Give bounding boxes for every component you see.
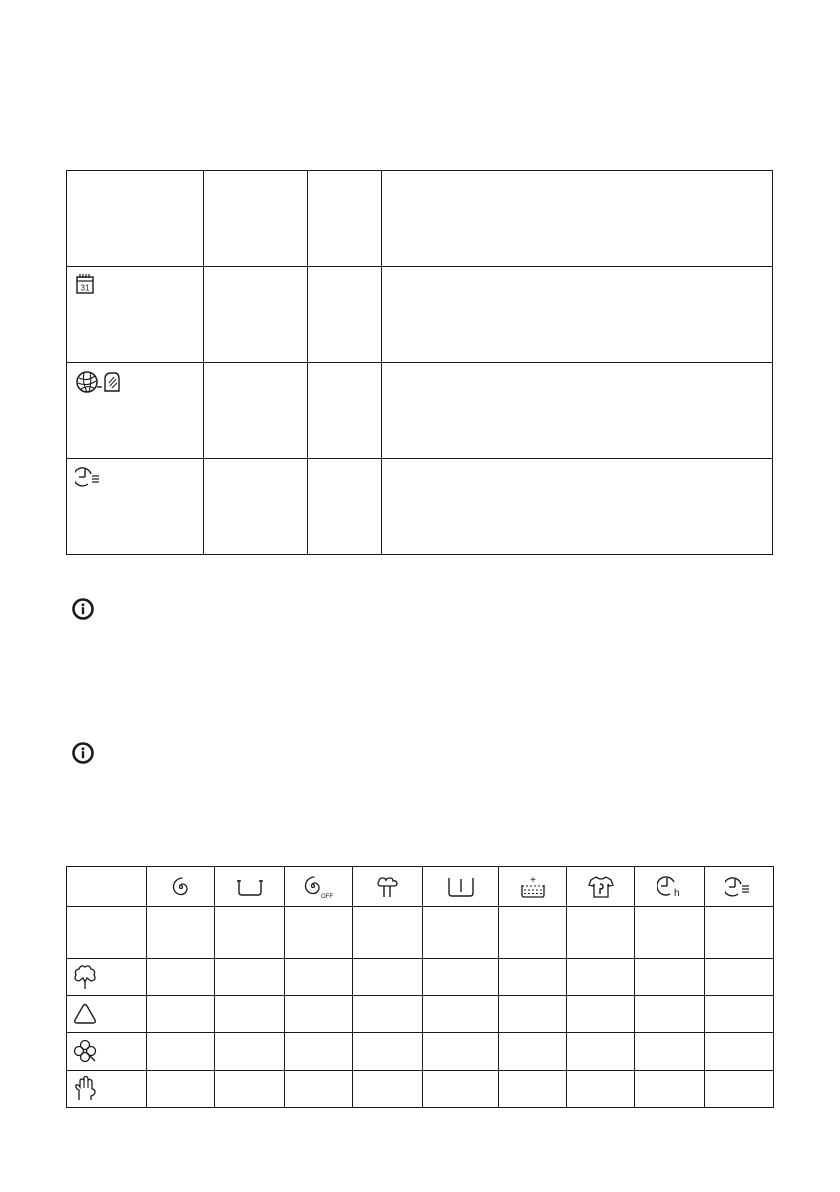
table-cell: [67, 459, 204, 555]
table-row: [67, 1033, 774, 1070]
table-cell: [567, 958, 635, 995]
drain-tub-icon: [236, 877, 264, 897]
table-cell: [308, 459, 382, 555]
table-cell: [353, 1033, 423, 1070]
svg-text:+: +: [529, 874, 536, 886]
table-cell: [567, 867, 635, 907]
cotton-flower-icon: [73, 964, 97, 990]
table-cell: [215, 1070, 285, 1107]
spin-spiral-icon: [170, 876, 192, 898]
table-cell: [423, 958, 499, 995]
quick-timer-icon: [75, 465, 103, 489]
table-row: [67, 1070, 774, 1107]
table-cell: [567, 907, 635, 958]
table-cell: [147, 1070, 215, 1107]
rinse-hold-icon: [375, 876, 401, 898]
table-cell: [308, 363, 382, 459]
svg-text:h: h: [673, 887, 680, 899]
svg-text:31: 31: [80, 283, 90, 293]
table-cell: [635, 996, 705, 1033]
table-cell: [705, 867, 774, 907]
table-cell: [635, 907, 705, 958]
table-cell: [285, 1070, 353, 1107]
table-cell: [382, 171, 773, 267]
table-cell: [705, 1070, 774, 1107]
table-cell: [423, 907, 499, 958]
table-row: [67, 459, 773, 555]
table-row: [67, 996, 774, 1033]
delicates-flower-icon: [73, 1039, 97, 1063]
table-cell: [635, 867, 705, 907]
table-cell: [382, 267, 773, 363]
table-cell: [423, 996, 499, 1033]
table-cell: [147, 867, 215, 907]
synthetics-triangle-icon: [73, 1003, 97, 1025]
table-cell: [147, 1033, 215, 1070]
wool-handwash-icon: [75, 369, 127, 395]
table-cell: [147, 958, 215, 995]
table-cell: [204, 459, 308, 555]
program-table: [66, 170, 773, 555]
table-cell: [67, 996, 147, 1033]
table-cell: [67, 267, 204, 363]
table-cell: [285, 907, 353, 958]
table-cell: [308, 267, 382, 363]
table-cell: [204, 363, 308, 459]
table-cell: [499, 1070, 567, 1107]
table-cell: [285, 958, 353, 995]
table-cell: [215, 996, 285, 1033]
table-cell: [353, 958, 423, 995]
table-cell: [705, 1033, 774, 1070]
table-cell: [499, 996, 567, 1033]
table-cell: [308, 171, 382, 267]
table-row: [67, 363, 773, 459]
table-cell: [567, 1070, 635, 1107]
table-cell: [67, 171, 204, 267]
table-cell: [567, 1033, 635, 1070]
table-cell: [635, 1033, 705, 1070]
table-cell: [285, 996, 353, 1033]
table-cell: [353, 867, 423, 907]
table-cell: [499, 1033, 567, 1070]
table-cell: [499, 867, 567, 907]
table-cell: [67, 867, 147, 907]
info-icon: [72, 598, 94, 620]
table-cell: [67, 363, 204, 459]
table-cell: [705, 907, 774, 958]
table-cell: [67, 1033, 147, 1070]
table-cell: [215, 867, 285, 907]
table-row: [67, 267, 773, 363]
table-row: [67, 958, 774, 995]
prewash-tub-icon: [446, 876, 476, 898]
table-cell: [353, 1070, 423, 1107]
table-cell: [499, 958, 567, 995]
table-cell: [147, 996, 215, 1033]
table-row: [67, 171, 773, 267]
hand-wash-icon: [73, 1076, 97, 1102]
table-cell: [499, 907, 567, 958]
table-cell: [423, 1070, 499, 1107]
extra-rinse-icon: [519, 875, 547, 899]
options-table: [66, 866, 774, 1108]
table-cell: [353, 996, 423, 1033]
table-cell: [382, 363, 773, 459]
svg-text:OFF: OFF: [320, 893, 333, 899]
table-cell: [285, 1033, 353, 1070]
table-cell: [215, 1033, 285, 1070]
table-cell: [635, 1070, 705, 1107]
table-cell: [67, 1070, 147, 1107]
table-cell: [423, 1033, 499, 1070]
table-cell: [635, 958, 705, 995]
table-cell: [705, 958, 774, 995]
time-save-icon: [725, 875, 753, 899]
table-cell: [147, 907, 215, 958]
table-cell: [215, 907, 285, 958]
calendar-31-icon: [75, 273, 95, 295]
table-header-row: [67, 867, 774, 907]
spin-off-icon: [302, 875, 336, 899]
table-cell: [215, 958, 285, 995]
table-cell: [382, 459, 773, 555]
info-icon: [72, 742, 94, 764]
table-cell: [204, 171, 308, 267]
table-cell: [423, 867, 499, 907]
table-cell: [353, 907, 423, 958]
table-row: [67, 907, 774, 958]
table-cell: [567, 996, 635, 1033]
table-cell: [204, 267, 308, 363]
table-cell: [67, 907, 147, 958]
table-cell: [705, 996, 774, 1033]
table-cell: [67, 958, 147, 995]
shirt-stain-icon: [588, 875, 614, 899]
delay-start-h-icon: [657, 874, 683, 900]
table-cell: [285, 867, 353, 907]
